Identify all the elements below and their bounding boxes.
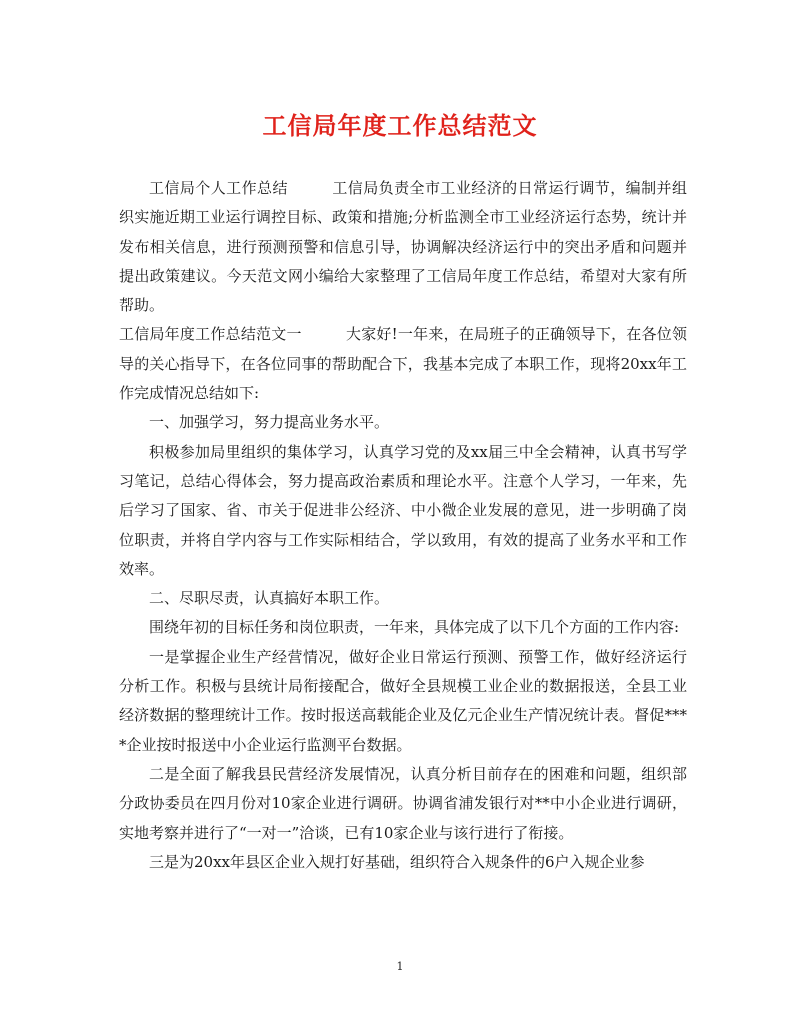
paragraph: 积极参加局里组织的集体学习，认真学习党的及xx届三中全会精神，认真书写学习笔记，总结心得体会，努力提高政治素质和理论水平。注意个人学习，一年来，先后学习了国家、省、市关于促进非公经济、中小微企业发展的意见，进一步明确了岗位职责，并将自学内容与工作实际相结合，学以致用，有效的提高了业务水平和工作效率。 bbox=[119, 442, 687, 578]
paragraph-lead: 工信局个人工作总结 bbox=[149, 179, 288, 197]
document-title: 工信局年度工作总结范文 bbox=[262, 111, 538, 140]
paragraph-text: 工信局负责全市工业经济的日常运行调节，编制并组织实施近期工业运行调控目标、政策和措施;分析监测全市工业经济运行态势，统计并发布相关信息，进行预测预警和信息引导，协调解决经济运行中的突出矛盾和问题并提出政策建议。今天范文网小编给大家整理了工信局年度工作总结，希望对大家有所帮助。 bbox=[119, 179, 687, 315]
paragraph: 二是全面了解我县民营经济发展情况，认真分析目前存在的困难和问题，组织部分政协委员在四月份对10家企业进行调研。协调省浦发银行对**中小企业进行调研，实地考察并进行了“一对一”洽谈，已有10家企业与该行进行了衔接。 bbox=[119, 764, 687, 842]
section-heading: 二、尽职尽责，认真搞好本职工作。 bbox=[149, 589, 390, 608]
paragraph: 围绕年初的目标任务和岗位职责，一年来，具体完成了以下几个方面的工作内容: bbox=[149, 618, 680, 637]
paragraph bbox=[119, 174, 687, 320]
section-heading: 一、加强学习，努力提高业务水平。 bbox=[149, 413, 390, 432]
paragraph-text: 大家好!一年来，在局班子的正确领导下，在各位领导的关心指导下，在各位同事的帮助配合下，我基本完成了本职工作，现将20xx年工作完成情况总结如下: bbox=[119, 325, 687, 403]
page-number: 1 bbox=[396, 960, 404, 973]
paragraph: 一是掌握企业生产经营情况，做好企业日常运行预测、预警工作，做好经济运行分析工作。积极与县统计局衔接配合，做好全县规模工业企业的数据报送，全县工业经济数据的整理统计工作。按时报送高载能企业及亿元企业生产情况统计表。督促****企业按时报送中小企业运行监测平台数据。 bbox=[119, 647, 687, 754]
paragraph bbox=[119, 320, 687, 408]
document-body bbox=[119, 174, 687, 877]
paragraph-lead: 工信局年度工作总结范文一 bbox=[119, 325, 302, 344]
paragraph: 三是为20xx年县区企业入规打好基础，组织符合入规条件的6户入规企业参 bbox=[149, 852, 645, 871]
